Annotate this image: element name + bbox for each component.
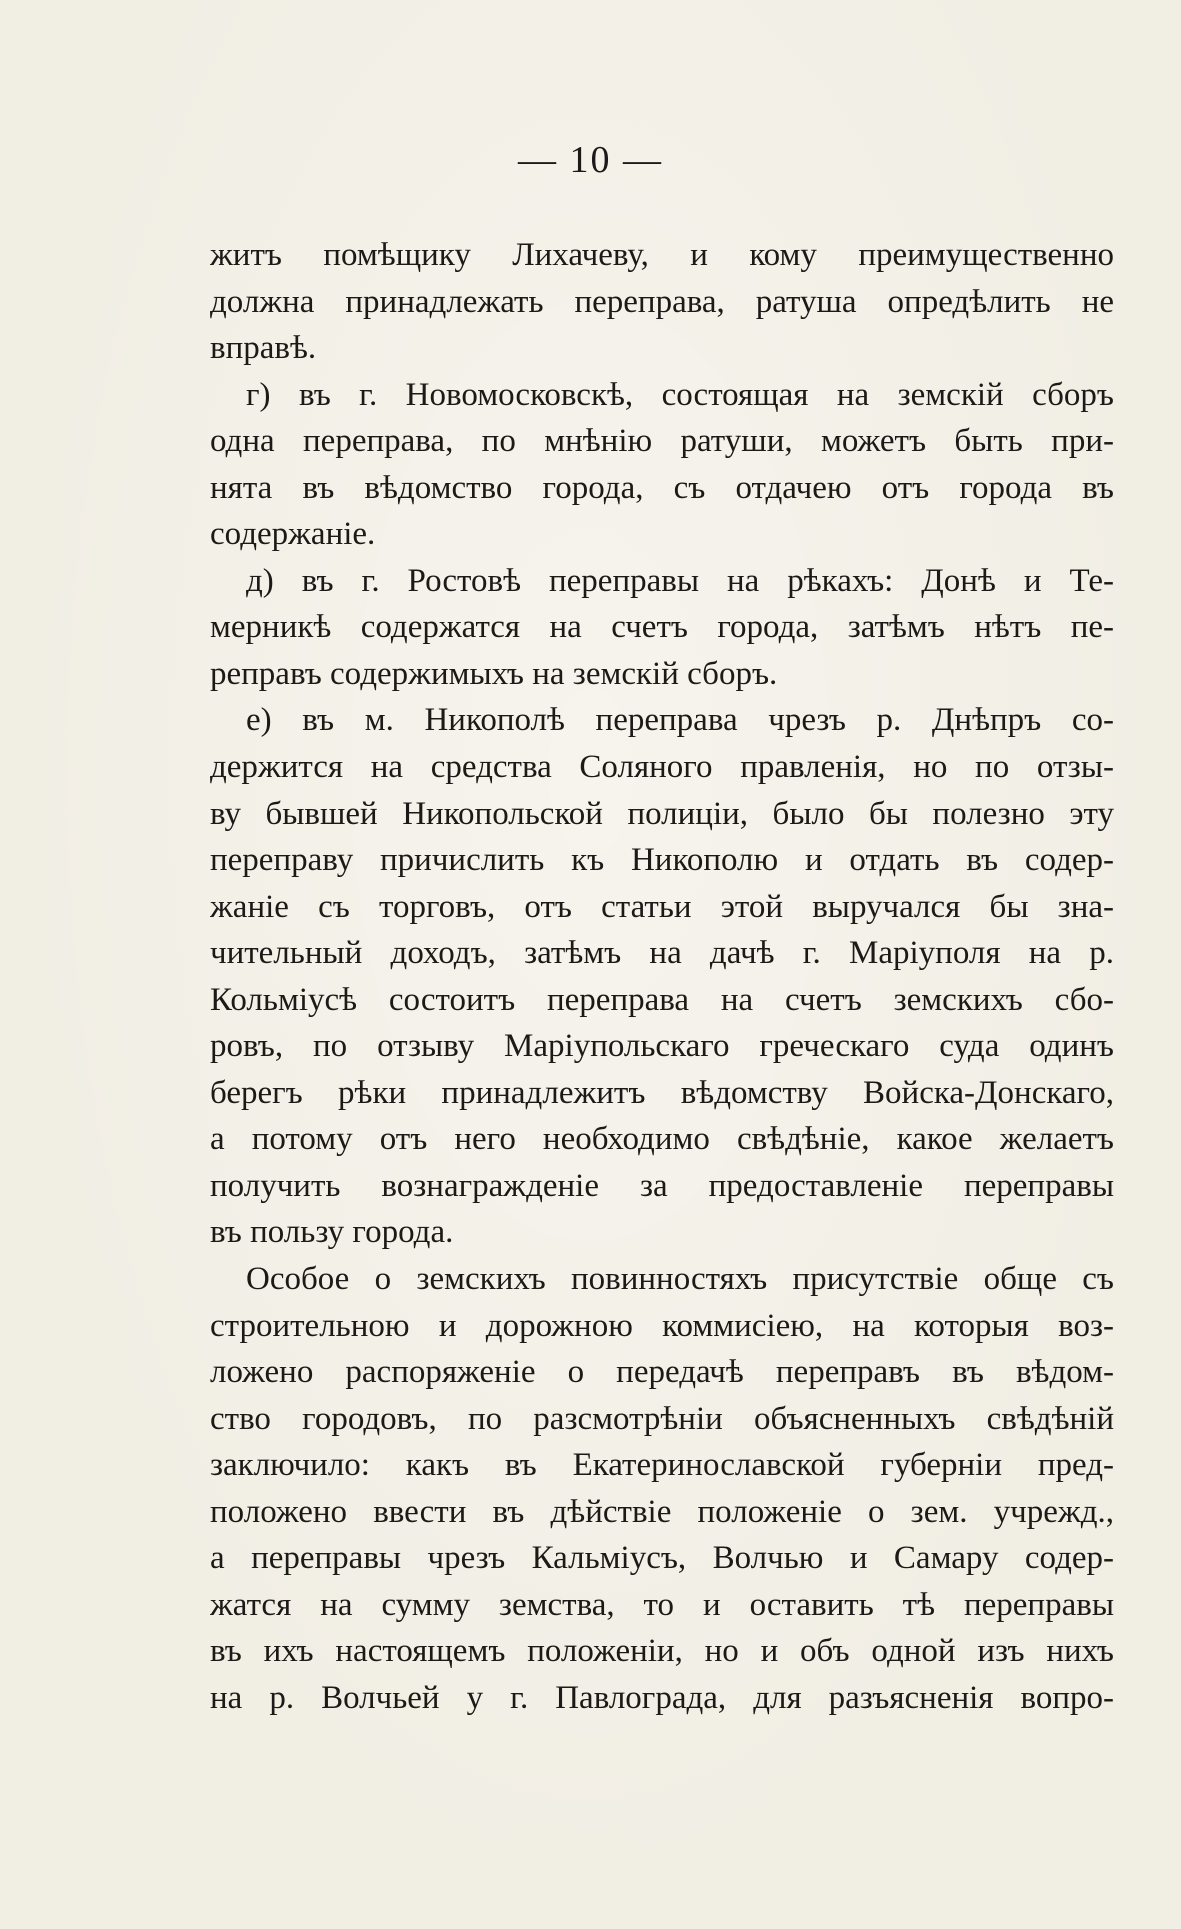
text-line: Особое о земскихъ повинностяхъ присутствіе обще съ xyxy=(246,1261,1114,1298)
text-line: берегъ рѣки принадлежитъ вѣдомству Войска-Донскаго, xyxy=(210,1074,1114,1111)
text-line: д) въ г. Ростовѣ переправы на рѣкахъ: Донѣ и Те- xyxy=(246,562,1114,599)
page-number: — 10 — xyxy=(518,139,663,181)
text-line: мерникѣ содержатся на счетъ города, затѣмъ нѣтъ пе- xyxy=(210,609,1114,646)
text-line: держится на средства Соляного правленія, но по отзы- xyxy=(210,749,1114,786)
text-line: получить вознагражденіе за предоставленіе переправы xyxy=(210,1167,1114,1204)
text-line: реправъ содержимыхъ на земскій сборъ. xyxy=(210,655,778,692)
text-line: содержаніе. xyxy=(210,516,376,553)
text-line: въ пользу города. xyxy=(210,1214,454,1251)
text-line: г) въ г. Новомосковскѣ, состоящая на земскій сборъ xyxy=(246,376,1114,413)
text-line: переправу причислить къ Никополю и отдать въ содер- xyxy=(210,842,1114,879)
body-text xyxy=(210,232,1114,1722)
text-line: ложено распоряженіе о передачѣ переправъ въ вѣдом- xyxy=(210,1354,1114,1391)
text-line: житъ помѣщику Лихачеву, и кому преимущественно xyxy=(210,237,1114,273)
text-line: е) въ м. Никополѣ переправа чрезъ р. Днѣпръ со- xyxy=(246,702,1114,739)
text-line: вправѣ. xyxy=(210,330,317,367)
text-line: а переправы чрезъ Кальміусъ, Волчью и Самару содер- xyxy=(210,1540,1114,1577)
text-line: а потому отъ него необходимо свѣдѣніе, какое желаетъ xyxy=(210,1121,1114,1158)
text-line: одна переправа, по мнѣнію ратуши, можетъ быть при- xyxy=(210,423,1114,460)
text-line: положено ввести въ дѣйствіе положеніе о зем. учрежд., xyxy=(210,1493,1114,1530)
text-line: должна принадлежать переправа, ратуша опредѣлить не xyxy=(210,283,1114,320)
text-line: ство городовъ, по разсмотрѣніи объясненныхъ свѣдѣній xyxy=(210,1400,1114,1437)
text-line: ву бывшей Никопольской полиціи, было бы полезно эту xyxy=(210,795,1114,832)
text-line: нята въ вѣдомство города, съ отдачею отъ города въ xyxy=(210,469,1114,506)
text-line: на р. Волчьей у г. Павлограда, для разъясненія вопро- xyxy=(210,1679,1114,1716)
text-line: жаніе съ торговъ, отъ статьи этой выручался бы зна- xyxy=(210,888,1114,925)
text-line: ровъ, по отзыву Маріупольскаго греческаго суда одинъ xyxy=(210,1028,1114,1065)
text-line: заключило: какъ въ Екатеринославской губерніи пред- xyxy=(210,1447,1114,1484)
text-line: строительною и дорожною коммисіею, на которыя воз- xyxy=(210,1307,1114,1344)
text-line: чительный доходъ, затѣмъ на дачѣ г. Маріуполя на р. xyxy=(210,935,1114,972)
text-line: жатся на сумму земства, то и оставить тѣ переправы xyxy=(210,1586,1114,1623)
text-line: Кольміусѣ состоитъ переправа на счетъ земскихъ сбо- xyxy=(210,981,1114,1018)
text-line: въ ихъ настоящемъ положеніи, но и объ одной изъ нихъ xyxy=(210,1633,1114,1670)
